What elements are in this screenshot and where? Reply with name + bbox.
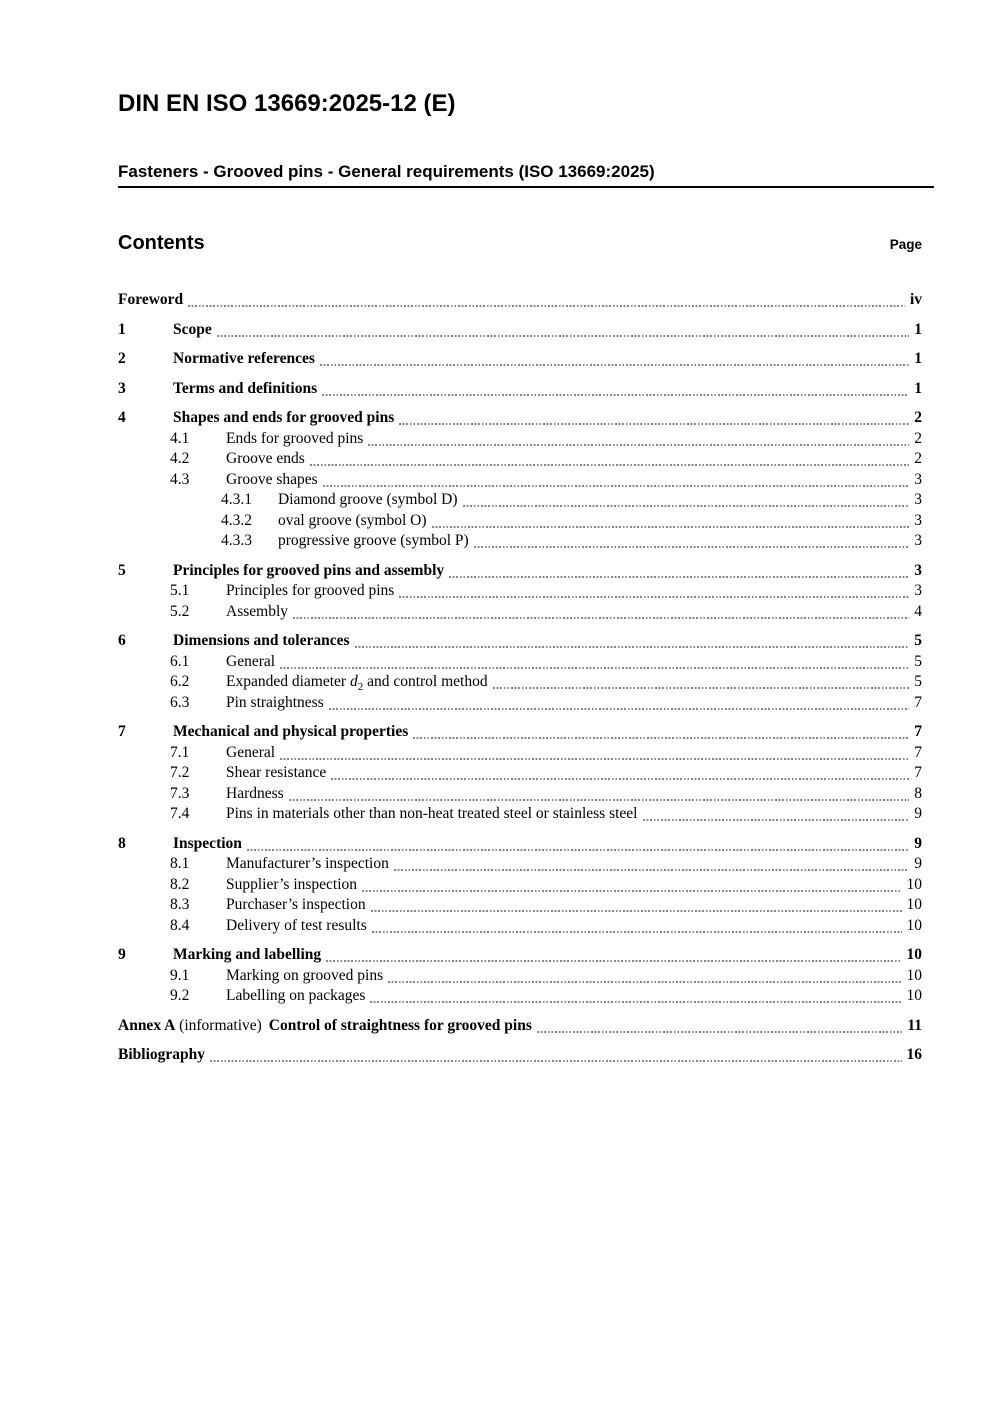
toc-entry-title: Expanded diameter $d_2$ and control method bbox=[226, 673, 488, 694]
contents-header bbox=[118, 232, 934, 255]
dot-leader bbox=[394, 869, 909, 871]
toc-entry-number: 6 bbox=[118, 632, 126, 650]
dot-leader bbox=[329, 708, 910, 710]
toc-entry-title: Marking and labelling bbox=[173, 946, 322, 964]
toc-entry-page: 7 bbox=[914, 743, 922, 761]
toc-entry-page: 10 bbox=[906, 916, 922, 934]
toc-entry-title: Diamond groove (symbol D) bbox=[278, 491, 458, 509]
toc-entry-number: 5.2 bbox=[170, 602, 190, 620]
toc-entry[interactable] bbox=[170, 652, 922, 673]
toc-entry-title: Ends for grooved pins bbox=[226, 429, 364, 447]
dot-leader bbox=[247, 849, 909, 851]
document-subtitle: Fasteners - Grooved pins - General requirements (ISO 13669:2025) bbox=[118, 161, 934, 188]
dot-leader bbox=[355, 646, 910, 648]
toc-entry[interactable] bbox=[170, 986, 922, 1007]
toc-entry-bibliography[interactable] bbox=[118, 1045, 922, 1066]
toc-entry-title: Dimensions and tolerances bbox=[173, 632, 350, 650]
toc-entry[interactable] bbox=[118, 561, 922, 582]
toc-entry[interactable] bbox=[170, 581, 922, 602]
toc-entry-title: Pin straightness bbox=[226, 693, 324, 711]
toc-entry-number: 4.3.2 bbox=[221, 511, 252, 529]
toc-entry[interactable] bbox=[170, 429, 922, 450]
toc-entry-page: 5 bbox=[914, 652, 922, 670]
dot-leader bbox=[310, 464, 909, 466]
toc-entry-number: 6.2 bbox=[170, 673, 190, 691]
toc-entry-page: 16 bbox=[906, 1046, 922, 1064]
toc-entry-title: Terms and definitions bbox=[173, 379, 318, 397]
toc-entry-page: 2 bbox=[914, 429, 922, 447]
table-of-contents bbox=[118, 290, 934, 1066]
dot-leader bbox=[643, 819, 910, 821]
dot-leader bbox=[413, 737, 909, 739]
toc-entry[interactable] bbox=[170, 875, 922, 896]
dot-leader bbox=[463, 505, 910, 507]
toc-entry-title: Marking on grooved pins bbox=[226, 966, 384, 984]
toc-entry-page: 5 bbox=[914, 632, 922, 650]
toc-entry-title: progressive groove (symbol P) bbox=[278, 532, 469, 550]
toc-entry-title: Mechanical and physical properties bbox=[173, 723, 409, 741]
dot-leader bbox=[493, 687, 910, 689]
toc-entry-number: 5 bbox=[118, 561, 126, 579]
toc-entry-number: 2 bbox=[118, 350, 126, 368]
toc-entry-title: Principles for grooved pins bbox=[226, 582, 395, 600]
toc-entry-title: Delivery of test results bbox=[226, 916, 367, 934]
toc-entry[interactable] bbox=[170, 672, 922, 693]
toc-entry-page: 10 bbox=[906, 875, 922, 893]
toc-entry-page: 4 bbox=[914, 602, 922, 620]
toc-entry-title: Bibliography bbox=[118, 1046, 205, 1064]
dot-leader bbox=[210, 1060, 902, 1062]
toc-entry-title: Groove ends bbox=[226, 450, 305, 468]
toc-entry-page: 2 bbox=[914, 409, 922, 427]
toc-entry[interactable] bbox=[170, 449, 922, 470]
toc-entry-number: 7 bbox=[118, 723, 126, 741]
dot-leader bbox=[289, 799, 910, 801]
toc-entry-title: Scope bbox=[173, 320, 212, 338]
toc-entry[interactable] bbox=[118, 379, 922, 400]
toc-entry-page: 9 bbox=[914, 855, 922, 873]
toc-entry[interactable] bbox=[118, 408, 922, 429]
toc-entry-number: 6.3 bbox=[170, 693, 190, 711]
toc-entry[interactable] bbox=[118, 834, 922, 855]
toc-entry[interactable] bbox=[221, 511, 922, 532]
toc-entry-title: General bbox=[226, 743, 276, 761]
toc-entry-number: 4.3.3 bbox=[221, 532, 252, 550]
toc-entry[interactable] bbox=[221, 490, 922, 511]
toc-entry-number: 9 bbox=[118, 946, 126, 964]
toc-entry-number: 4 bbox=[118, 409, 126, 427]
toc-entry[interactable] bbox=[170, 763, 922, 784]
toc-entry-number: 1 bbox=[118, 320, 126, 338]
toc-entry-number: 8 bbox=[118, 834, 126, 852]
dot-leader bbox=[326, 960, 901, 962]
toc-entry-title: Assembly bbox=[226, 602, 288, 620]
toc-entry-number: 8.1 bbox=[170, 855, 190, 873]
toc-entry-page: 7 bbox=[914, 693, 922, 711]
dot-leader bbox=[362, 890, 901, 892]
toc-entry-number: 4.3 bbox=[170, 470, 190, 488]
dot-leader bbox=[370, 1001, 901, 1003]
dot-leader bbox=[399, 423, 909, 425]
document-page bbox=[118, 0, 934, 1066]
toc-entry-title: Shapes and ends for grooved pins bbox=[173, 409, 395, 427]
toc-entry-title: Normative references bbox=[173, 350, 315, 368]
toc-entry-page: 1 bbox=[914, 320, 922, 338]
toc-entry-title: Principles for grooved pins and assembly bbox=[173, 561, 445, 579]
contents-heading: Contents bbox=[118, 232, 205, 255]
toc-entry-title: oval groove (symbol O) bbox=[278, 511, 427, 529]
toc-entry-page: 10 bbox=[906, 896, 922, 914]
toc-entry[interactable] bbox=[118, 631, 922, 652]
toc-entry-title: Inspection bbox=[173, 834, 242, 852]
toc-entry[interactable] bbox=[170, 966, 922, 987]
toc-entry-page: 2 bbox=[914, 450, 922, 468]
toc-entry-number: 7.1 bbox=[170, 743, 190, 761]
toc-entry-title: General bbox=[226, 652, 276, 670]
toc-entry-title: Groove shapes bbox=[226, 470, 318, 488]
toc-entry-page: iv bbox=[909, 291, 922, 309]
toc-entry[interactable] bbox=[170, 804, 922, 825]
page-column-label: Page bbox=[889, 237, 922, 253]
toc-entry-number: 5.1 bbox=[170, 582, 190, 600]
toc-entry-number: 9.2 bbox=[170, 987, 190, 1005]
dot-leader bbox=[280, 758, 909, 760]
toc-entry-page: 3 bbox=[914, 532, 922, 550]
toc-entry-page: 9 bbox=[914, 805, 922, 823]
toc-entry-number: 4.2 bbox=[170, 450, 190, 468]
toc-entry[interactable] bbox=[170, 602, 922, 623]
toc-entry[interactable] bbox=[170, 470, 922, 491]
toc-entry-title: Annex A (informative) Control of straightness for grooved pins bbox=[118, 1016, 532, 1034]
dot-leader bbox=[280, 667, 909, 669]
toc-entry-title: Hardness bbox=[226, 784, 284, 802]
toc-entry-number: 7.2 bbox=[170, 764, 190, 782]
dot-leader bbox=[449, 576, 909, 578]
dot-leader bbox=[188, 305, 905, 307]
toc-entry[interactable] bbox=[170, 784, 922, 805]
dot-leader bbox=[371, 910, 902, 912]
toc-entry-title: Pins in materials other than non-heat treated steel or stainless steel bbox=[226, 805, 638, 823]
symbol-d2: d bbox=[349, 673, 358, 691]
toc-entry-number: 8.3 bbox=[170, 896, 190, 914]
toc-entry-number: 4.3.1 bbox=[221, 491, 252, 509]
toc-entry-number: 7.3 bbox=[170, 784, 190, 802]
dot-leader bbox=[432, 526, 910, 528]
dot-leader bbox=[474, 546, 910, 548]
toc-entry-page: 5 bbox=[914, 673, 922, 691]
toc-entry-page: 9 bbox=[914, 834, 922, 852]
toc-entry-page: 3 bbox=[914, 561, 922, 579]
dot-leader bbox=[399, 596, 909, 598]
toc-entry[interactable] bbox=[170, 916, 922, 937]
dot-leader bbox=[323, 485, 910, 487]
toc-entry[interactable] bbox=[118, 320, 922, 341]
dot-leader bbox=[331, 778, 909, 780]
toc-entry-title: Shear resistance bbox=[226, 764, 327, 782]
toc-entry[interactable] bbox=[118, 722, 922, 743]
dot-leader bbox=[368, 444, 909, 446]
toc-entry[interactable] bbox=[170, 693, 922, 714]
toc-entry[interactable] bbox=[221, 531, 922, 552]
toc-entry-page: 3 bbox=[914, 491, 922, 509]
dot-leader bbox=[322, 394, 909, 396]
toc-entry[interactable] bbox=[170, 895, 922, 916]
toc-entry-number: 8.4 bbox=[170, 916, 190, 934]
dot-leader bbox=[217, 335, 910, 337]
toc-entry-title: Purchaser’s inspection bbox=[226, 896, 366, 914]
toc-entry-title: Labelling on packages bbox=[226, 987, 366, 1005]
toc-entry-page: 1 bbox=[914, 379, 922, 397]
toc-entry-number: 4.1 bbox=[170, 429, 190, 447]
toc-entry-page: 7 bbox=[914, 764, 922, 782]
toc-entry-number: 9.1 bbox=[170, 966, 190, 984]
toc-entry[interactable] bbox=[118, 349, 922, 370]
dot-leader bbox=[320, 364, 909, 366]
toc-entry-page: 3 bbox=[914, 511, 922, 529]
toc-entry-number: 8.2 bbox=[170, 875, 190, 893]
toc-entry-page: 10 bbox=[906, 966, 922, 984]
document-number-title: DIN EN ISO 13669:2025-12 (E) bbox=[118, 90, 456, 117]
dot-leader bbox=[372, 931, 902, 933]
toc-entry-foreword[interactable] bbox=[118, 290, 922, 311]
dot-leader bbox=[537, 1031, 902, 1033]
dot-leader bbox=[293, 617, 909, 619]
toc-entry-page: 8 bbox=[914, 784, 922, 802]
dot-leader bbox=[388, 981, 901, 983]
toc-entry-annex-a[interactable] bbox=[118, 1016, 922, 1037]
toc-entry-page: 10 bbox=[906, 987, 922, 1005]
toc-entry-page: 11 bbox=[907, 1016, 922, 1034]
toc-entry-title: Supplier’s inspection bbox=[226, 875, 358, 893]
toc-entry-page: 3 bbox=[914, 582, 922, 600]
toc-entry-number: 3 bbox=[118, 379, 126, 397]
toc-entry[interactable] bbox=[170, 743, 922, 764]
toc-entry-title: Manufacturer’s inspection bbox=[226, 855, 389, 873]
toc-entry[interactable] bbox=[170, 854, 922, 875]
toc-entry-number: 7.4 bbox=[170, 805, 190, 823]
toc-entry-page: 7 bbox=[914, 723, 922, 741]
toc-entry-page: 10 bbox=[906, 946, 922, 964]
toc-entry-page: 3 bbox=[914, 470, 922, 488]
toc-entry-page: 1 bbox=[914, 350, 922, 368]
toc-entry-number: 6.1 bbox=[170, 652, 190, 670]
toc-entry[interactable] bbox=[118, 945, 922, 966]
toc-entry-title: Foreword bbox=[118, 291, 184, 309]
